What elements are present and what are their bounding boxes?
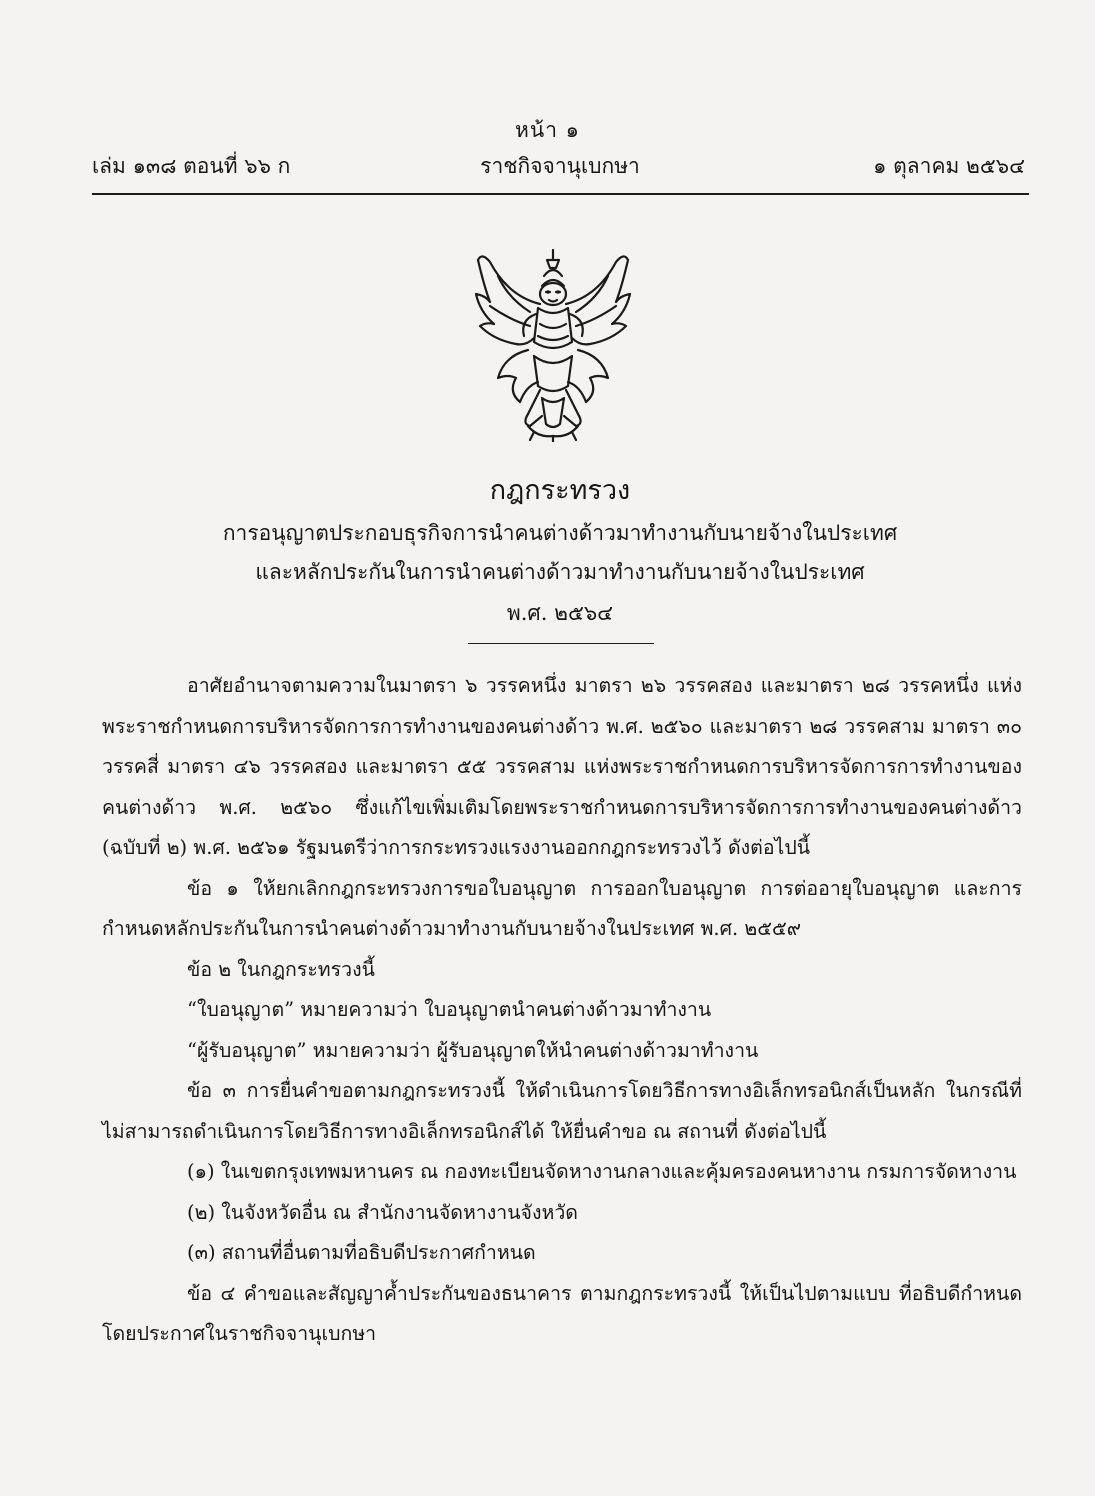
gazette-name: ราชกิจจานุเบกษา bbox=[480, 154, 640, 178]
clause-1: ข้อ ๑ ให้ยกเลิกกฎกระทรวงการขอใบอนุญาต การออกใบอนุญาต การต่ออายุใบอนุญาต และการกำหนดหลักประกันในการนำคนต่างด้าวมาทำงานกับนายจ้างในประเทศ พ.ศ. ๒๕๕๙ bbox=[102, 876, 1022, 940]
issue-date: ๑ ตุลาคม ๒๕๖๔ bbox=[873, 154, 1025, 178]
clause-4: ข้อ ๔ คำขอและสัญญาค้ำประกันของธนาคาร ตามกฎกระทรวงนี้ ให้เป็นไปตามแบบ ที่อธิบดีกำหนดโดยประกาศในราชกิจจานุเบกษา bbox=[102, 1281, 1022, 1345]
clause-3-item-2: (๒) ในจังหวัดอื่น ณ สำนักงานจัดหางานจังหวัด bbox=[187, 1200, 578, 1224]
title-line-2: และหลักประกันในการนำคนต่างด้าวมาทำงานกับนายจ้างในประเทศ bbox=[255, 560, 865, 584]
clause-2: ข้อ ๒ ในกฎกระทรวงนี้ bbox=[187, 957, 375, 981]
header-divider bbox=[92, 193, 1029, 195]
clause-3-item-1: (๑) ในเขตกรุงเทพมหานคร ณ กองทะเบียนจัดหางานกลางและคุ้มครองคนหางาน กรมการจัดหางาน bbox=[187, 1160, 1017, 1183]
page-number: หน้า ๑ bbox=[515, 118, 580, 142]
definition-licensee: “ผู้รับอนุญาต” หมายความว่า ผู้รับอนุญาตให้นำคนต่างด้าวมาทำงาน bbox=[187, 1038, 759, 1062]
preamble-paragraph: อาศัยอำนาจตามความในมาตรา ๖ วรรคหนึ่ง มาตรา ๒๖ วรรคสอง และมาตรา ๒๘ วรรคหนึ่ง แห่งพระราชกำหนดการบริหารจัดการการทำงานของคนต่างด้าว พ.ศ. ๒๕๖๐ และมาตรา ๒๘ วรรคสาม มาตรา ๓๐ วรรคสี่ มาตรา ๔๖ วรรคสอง และมาตรา ๕๕ วรรคสาม แห่งพระราชกำหนดการบริหารจัดการการทำงานของคนต่างด้าว พ.ศ. ๒๕๖๐ ซึ่งแก้ไขเพิ่มเติมโดยพระราชกำหนดการบริหารจัดการการทำงานของคนต่างด้าว (ฉบับที่ ๒) พ.ศ. ๒๕๖๑ รัฐมนตรีว่าการกระทรวงแรงงานออกกฎกระทรวงไว้ ดังต่อไปนี้ bbox=[102, 674, 1023, 859]
title-year: พ.ศ. ๒๕๖๔ bbox=[506, 601, 614, 625]
clause-3: ข้อ ๓ การยื่นคำขอตามกฎกระทรวงนี้ ให้ดำเนินการโดยวิธีการทางอิเล็กทรอนิกส์เป็นหลัก ในกรณีที่ไม่สามารถดำเนินการโดยวิธีการทางอิเล็กทรอนิกส์ได้ ให้ยื่นคำขอ ณ สถานที่ ดังต่อไปนี้ bbox=[102, 1079, 1022, 1143]
document-body bbox=[102, 666, 1022, 1355]
title-divider bbox=[468, 643, 654, 644]
garuda-emblem-icon bbox=[468, 246, 638, 442]
document-title: กฎกระทรวง bbox=[489, 475, 631, 506]
clause-3-item-3: (๓) สถานที่อื่นตามที่อธิบดีประกาศกำหนด bbox=[187, 1241, 536, 1264]
title-line-1: การอนุญาตประกอบธุรกิจการนำคนต่างด้าวมาทำงานกับนายจ้างในประเทศ bbox=[222, 521, 898, 545]
definition-license: “ใบอนุญาต” หมายความว่า ใบอนุญาตนำคนต่างด้าวมาทำงาน bbox=[187, 998, 712, 1021]
volume-issue: เล่ม ๑๓๘ ตอนที่ ๖๖ ก bbox=[92, 154, 291, 178]
